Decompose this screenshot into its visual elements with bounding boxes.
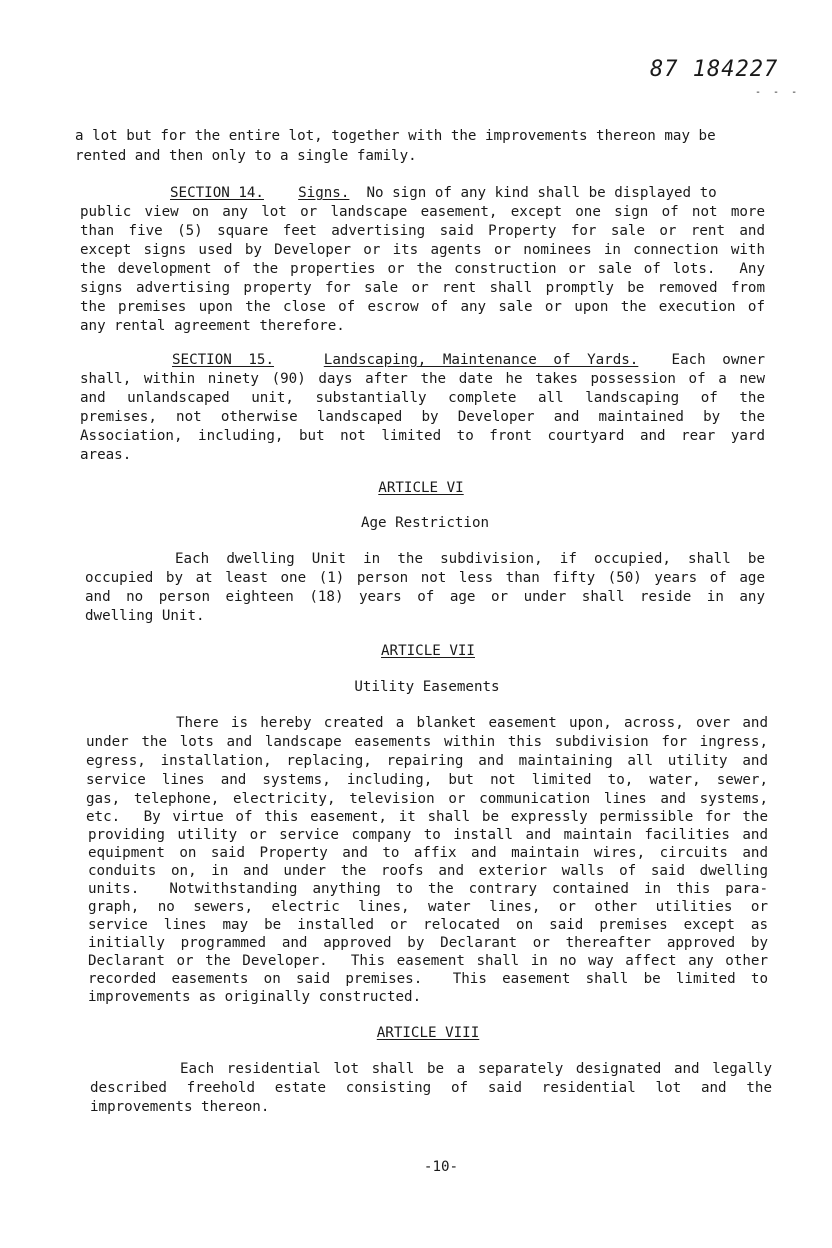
- text-line: egress, installation, replacing, repairing and maintaining all utility and: [86, 753, 768, 769]
- text-line: the development of the properties or the construction or sale of lots. Any: [80, 261, 765, 277]
- text-line: equipment on said Property and to affix and maintain wires, circuits and: [88, 845, 768, 861]
- text-line: rented and then only to a single family.: [75, 148, 417, 164]
- section-14-label: SECTION 14.: [170, 185, 264, 201]
- section-15-first-line-rest: Each owner: [671, 352, 765, 368]
- text-line: Declarant or the Developer. This easement shall in no way affect any other: [88, 953, 768, 969]
- text-line: than five (5) square feet advertising said Property for sale or rent and: [80, 223, 765, 239]
- document-number: 87 184227: [650, 57, 779, 82]
- section-14-first-line-rest: No sign of any kind shall be displayed to: [366, 185, 717, 201]
- text-line: service lines and systems, including, but not limited to, water, sewer,: [86, 772, 768, 788]
- text-line: initially programmed and approved by Declarant or thereafter approved by: [88, 935, 768, 951]
- text-line: units. Notwithstanding anything to the contrary contained in this para-: [88, 881, 768, 897]
- text-line: a lot but for the entire lot, together with the improvements thereon may be: [75, 128, 716, 144]
- text-line: gas, telephone, electricity, television or communication lines and systems,: [86, 791, 768, 807]
- text-line: Each dwelling Unit in the subdivision, if occupied, shall be: [175, 551, 765, 567]
- text-line: except signs used by Developer or its agents or nominees in connection with: [80, 242, 765, 258]
- text-line: graph, no sewers, electric lines, water lines, or other utilities or: [88, 899, 768, 915]
- text-line: There is hereby created a blanket easement upon, across, over and: [176, 715, 768, 731]
- text-line: the premises upon the close of escrow of any sale or upon the execution of: [80, 299, 765, 315]
- text-line: and unlandscaped unit, substantially complete all landscaping of the: [80, 390, 765, 406]
- text-line: Association, including, but not limited to front courtyard and rear yard: [80, 428, 765, 444]
- text-line: any rental agreement therefore.: [80, 318, 345, 334]
- article-8-heading-text: ARTICLE VIII: [376, 1025, 480, 1041]
- article-6-heading: [0, 479, 832, 497]
- text-line: public view on any lot or landscape easement, except one sign of not more: [80, 204, 765, 220]
- article-7-heading: [0, 642, 832, 660]
- article-7-subheading: Utility Easements: [354, 679, 500, 695]
- section-14-first-line: [170, 184, 717, 202]
- text-line: under the lots and landscape easements within this subdivision for ingress,: [86, 734, 768, 750]
- text-line: etc. By virtue of this easement, it shall be expressly permissible for the: [86, 809, 768, 825]
- text-line: conduits on, in and under the roofs and exterior walls of said dwelling: [88, 863, 768, 879]
- text-line: improvements as originally constructed.: [88, 989, 422, 1005]
- text-line: described freehold estate consisting of said residential lot and the: [90, 1080, 772, 1096]
- section-14-title: Signs.: [298, 185, 350, 201]
- text-line: dwelling Unit.: [85, 608, 205, 624]
- text-line: providing utility or service company to install and maintain facilities and: [88, 827, 768, 843]
- article-8-heading: [0, 1024, 832, 1042]
- text-line: improvements thereon.: [90, 1099, 270, 1115]
- text-line: occupied by at least one (1) person not less than fifty (50) years of age: [85, 570, 765, 586]
- document-number-dashes: - - -: [755, 87, 801, 98]
- text-line: premises, not otherwise landscaped by Developer and maintained by the: [80, 409, 765, 425]
- article-6-subheading: Age Restriction: [360, 515, 490, 531]
- article-6-heading-text: ARTICLE VI: [378, 480, 464, 496]
- text-line: signs advertising property for sale or rent shall promptly be removed from: [80, 280, 765, 296]
- section-15-label: SECTION 15.: [172, 352, 275, 368]
- section-15-first-line: [172, 351, 765, 369]
- page-number: -10-: [423, 1159, 459, 1175]
- text-line: shall, within ninety (90) days after the date he takes possession of a new: [80, 371, 765, 387]
- text-line: and no person eighteen (18) years of age or under shall reside in any: [85, 589, 765, 605]
- text-line: recorded easements on said premises. This easement shall be limited to: [88, 971, 768, 987]
- text-line: areas.: [80, 447, 132, 463]
- article-7-heading-text: ARTICLE VII: [381, 643, 475, 659]
- section-15-title: Landscaping, Maintenance of Yards.: [323, 352, 639, 368]
- text-line: Each residential lot shall be a separately designated and legally: [180, 1061, 772, 1077]
- text-line: service lines may be installed or relocated on said premises except as: [88, 917, 768, 933]
